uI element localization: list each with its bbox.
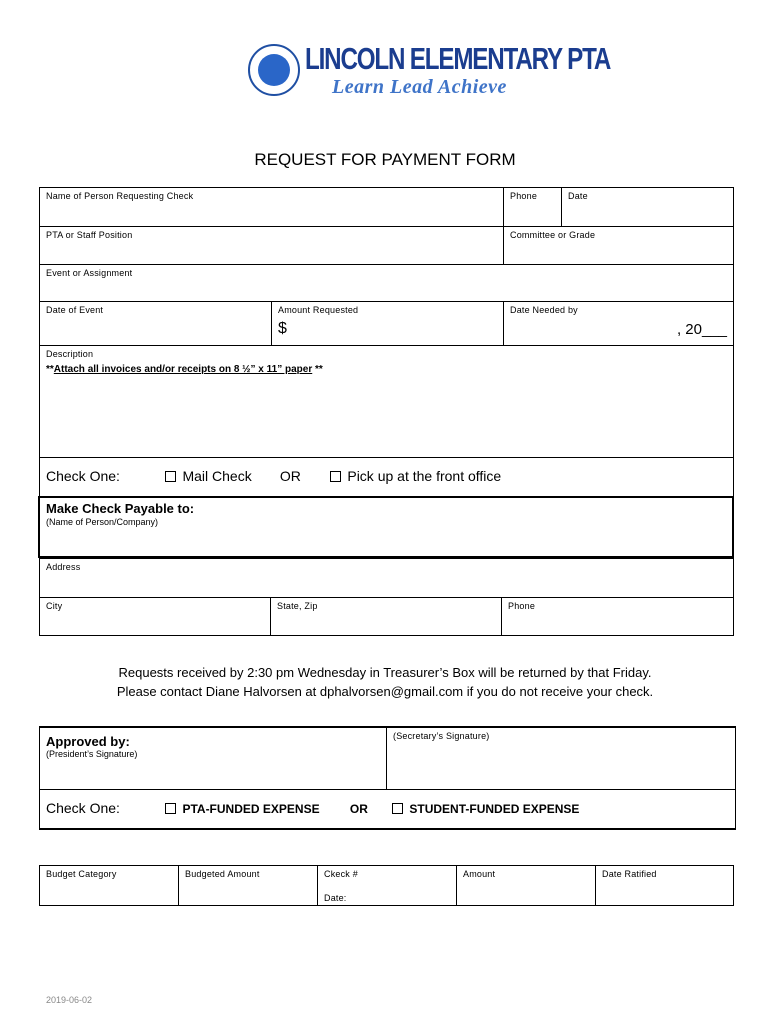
check-date-label: Date: bbox=[324, 893, 347, 903]
pickup-label: Pick up at the front office bbox=[347, 468, 502, 484]
approved-by-title: Approved by: bbox=[46, 734, 130, 749]
budget-category-label: Budget Category bbox=[46, 869, 117, 879]
date-field[interactable] bbox=[562, 188, 734, 227]
amount-requested-field[interactable] bbox=[272, 302, 504, 346]
committee-label: Committee or Grade bbox=[510, 230, 596, 240]
notice-line-2: Please contact Diane Halvorsen at dphalvorsen@gmail.com if you do not receive your check. bbox=[116, 684, 654, 699]
pta-funded-option[interactable] bbox=[165, 802, 345, 816]
request-form-table bbox=[39, 187, 734, 497]
amount-requested-label: Amount Requested bbox=[278, 305, 359, 315]
attach-note bbox=[46, 364, 323, 375]
student-funded-label: STUDENT-FUNDED EXPENSE bbox=[409, 801, 580, 816]
submission-notice bbox=[0, 663, 770, 701]
seal-emblem-icon bbox=[258, 54, 290, 86]
logo-title: LINCOLN ELEMENTARY PTA bbox=[305, 41, 611, 76]
budget-category-field[interactable] bbox=[40, 866, 179, 906]
committee-field[interactable] bbox=[504, 227, 734, 265]
position-label: PTA or Staff Position bbox=[46, 230, 133, 240]
student-funded-checkbox[interactable] bbox=[392, 803, 403, 814]
pickup-checkbox[interactable] bbox=[330, 471, 341, 482]
phone-label: Phone bbox=[510, 191, 538, 201]
address-phone-field[interactable] bbox=[502, 598, 734, 636]
notice-line-1: Requests received by 2:30 pm Wednesday in Treasurer’s Box will be returned by that Friday. bbox=[118, 665, 652, 680]
requester-name-field[interactable] bbox=[40, 188, 504, 227]
budget-table bbox=[39, 865, 734, 906]
address-phone-label: Phone bbox=[508, 601, 536, 611]
phone-field[interactable] bbox=[504, 188, 562, 227]
date-label: Date bbox=[568, 191, 588, 201]
event-field[interactable] bbox=[40, 265, 734, 302]
mail-check-checkbox[interactable] bbox=[165, 471, 176, 482]
date-needed-field[interactable] bbox=[504, 302, 734, 346]
date-needed-label: Date Needed by bbox=[510, 305, 578, 315]
mail-check-option[interactable] bbox=[165, 468, 275, 484]
attach-note-prefix: ** bbox=[46, 364, 54, 375]
dollar-sign: $ bbox=[278, 320, 287, 337]
pta-funded-label: PTA-FUNDED EXPENSE bbox=[182, 801, 320, 816]
requester-name-label: Name of Person Requesting Check bbox=[46, 191, 194, 201]
secretary-signature-label: (Secretary’s Signature) bbox=[393, 731, 490, 741]
date-ratified-field[interactable] bbox=[596, 866, 734, 906]
date-of-event-field[interactable] bbox=[40, 302, 272, 346]
address-field[interactable] bbox=[40, 559, 734, 598]
check-one-label: Check One: bbox=[46, 468, 120, 484]
footer-revision-date: 2019-06-02 bbox=[46, 995, 93, 1005]
student-funded-option[interactable] bbox=[392, 802, 579, 816]
pickup-option[interactable] bbox=[330, 468, 501, 484]
logo-tagline: Learn Lead Achieve bbox=[332, 76, 507, 98]
description-field[interactable] bbox=[40, 346, 734, 458]
president-signature-field[interactable] bbox=[40, 727, 387, 789]
description-label: Description bbox=[46, 349, 94, 359]
position-field[interactable] bbox=[40, 227, 504, 265]
attach-note-suffix: ** bbox=[312, 364, 323, 375]
pta-seal-logo bbox=[248, 44, 300, 96]
approval-table bbox=[39, 726, 736, 830]
date-needed-year: , 20___ bbox=[676, 321, 728, 338]
payable-title: Make Check Payable to: bbox=[46, 501, 195, 516]
city-label: City bbox=[46, 601, 63, 611]
pta-funded-checkbox[interactable] bbox=[165, 803, 176, 814]
funding-or-text: OR bbox=[349, 801, 368, 816]
state-zip-field[interactable] bbox=[271, 598, 502, 636]
event-label: Event or Assignment bbox=[46, 268, 133, 278]
funding-check-label: Check One: bbox=[46, 799, 120, 816]
payable-subtitle: (Name of Person/Company) bbox=[46, 517, 159, 527]
page-title: REQUEST FOR PAYMENT FORM bbox=[254, 150, 516, 169]
address-label: Address bbox=[46, 562, 81, 572]
date-ratified-label: Date Ratified bbox=[602, 869, 657, 879]
check-number-field[interactable] bbox=[318, 866, 457, 906]
president-signature-label: (President’s Signature) bbox=[46, 749, 138, 759]
city-field[interactable] bbox=[40, 598, 271, 636]
or-text: OR bbox=[279, 468, 301, 484]
check-one-row bbox=[40, 458, 734, 497]
state-zip-label: State, Zip bbox=[277, 601, 318, 611]
secretary-signature-field[interactable] bbox=[387, 727, 736, 789]
funding-row bbox=[40, 789, 736, 829]
budgeted-amount-field[interactable] bbox=[179, 866, 318, 906]
budgeted-amount-label: Budgeted Amount bbox=[185, 869, 260, 879]
check-number-label: Ckeck # bbox=[324, 869, 358, 879]
budget-amount-label: Amount bbox=[463, 869, 496, 879]
budget-amount-field[interactable] bbox=[457, 866, 596, 906]
payable-box[interactable] bbox=[38, 496, 734, 558]
attach-note-text: Attach all invoices and/or receipts on 8 ½” x 11” paper bbox=[53, 364, 313, 375]
mail-check-label: Mail Check bbox=[182, 468, 252, 484]
date-of-event-label: Date of Event bbox=[46, 305, 104, 315]
address-table bbox=[39, 558, 734, 636]
